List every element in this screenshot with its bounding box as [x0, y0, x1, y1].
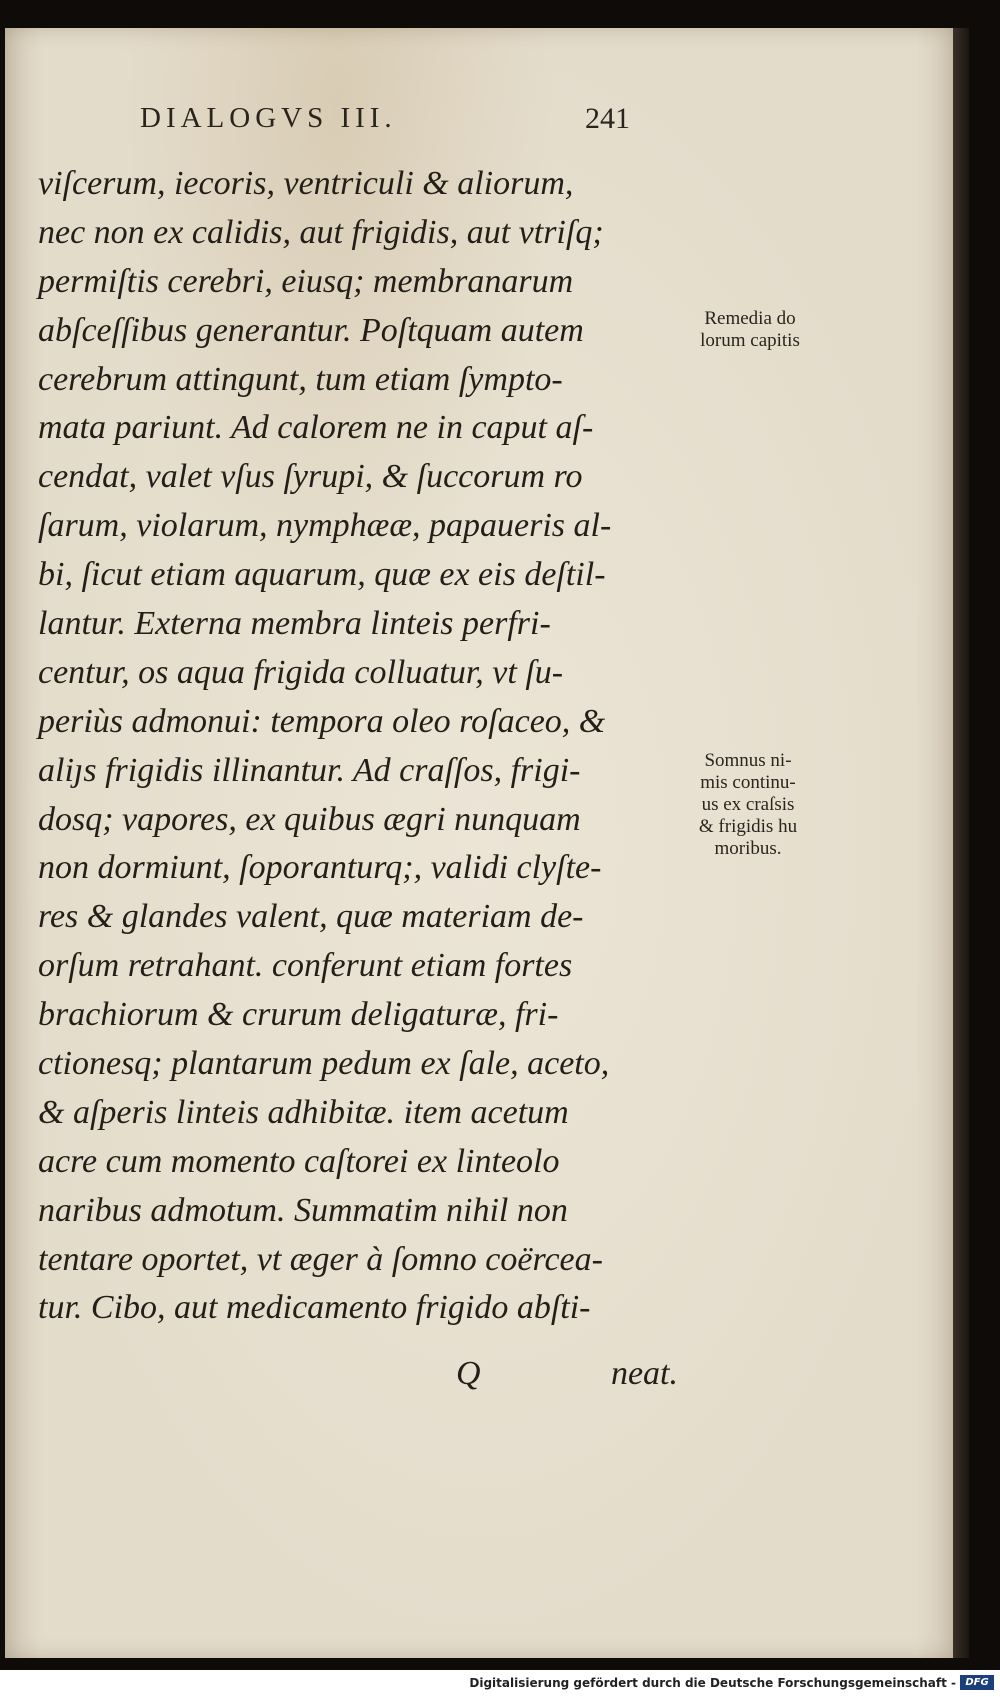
text-line: nec non ex calidis, aut frigidis, aut vtriſq; [38, 213, 604, 251]
text-line: & aſperis linteis adhibitæ. item acetum [38, 1093, 569, 1131]
catchword: neat. [610, 1355, 678, 1392]
text-line: tentare oportet, vt æger à ſomno coërcea- [38, 1240, 603, 1278]
digitization-footer [0, 1670, 1000, 1697]
text-line: cendat, valet vſus ſyrupi, & ſuccorum ro [38, 458, 583, 496]
text-line: mata pariunt. Ad calorem ne in caput aſ- [38, 409, 594, 447]
text-line: bi, ſicut etiam aquarum, quæ ex eis deſtil- [38, 556, 606, 594]
margin-note-line: Somnus ni- [704, 750, 792, 771]
running-head: DIALOGVS III. [140, 102, 397, 134]
text-line: periùs admonui: tempora oleo roſaceo, & [38, 702, 606, 740]
body-text [38, 160, 678, 1333]
margin-note-line: lorum capitis [700, 330, 800, 351]
text-line: dosq; vapores, ex quibus ægri nunquam [38, 800, 581, 838]
margin-note-line: mis continu- [700, 772, 796, 793]
text-line: ſarum, violarum, nymphææ, papaueris al- [38, 507, 612, 545]
text-line: abſceſſibus generantur. Poſtquam autem [38, 311, 584, 349]
margin-note-remedies [675, 308, 825, 352]
text-line: lantur. Externa membra linteis perfri- [38, 605, 551, 643]
text-line: naribus admotum. Summatim nihil non [38, 1191, 568, 1229]
margin-note-somnus [673, 750, 823, 860]
text-line: centur, os aqua frigida colluatur, vt ſu- [38, 653, 564, 691]
margin-note-line: & frigidis hu [698, 816, 798, 837]
text-line: permiſtis cerebri, eiusq; membranarum [38, 262, 574, 300]
page-edge [953, 28, 969, 1658]
text-line: orſum retrahant. conferunt etiam fortes [38, 947, 573, 985]
dfg-logo: DFG [960, 1675, 994, 1690]
funding-credit: Digitalisierung gefördert durch die Deutsche Forschungsgemeinschaft - [469, 1676, 956, 1690]
signature-mark: Q [456, 1355, 481, 1392]
page-number: 241 [585, 102, 630, 135]
text-line: aliȷs frigidis illinantur. Ad craſſos, frigi- [38, 751, 581, 789]
text-line: non dormiunt, ſoporanturq;, validi clyſte- [38, 849, 602, 887]
margin-note-line: us ex craſsis [701, 794, 795, 815]
text-line: cerebrum attingunt, tum etiam ſympto- [38, 360, 563, 398]
text-line: acre cum momento caſtorei ex linteolo [38, 1142, 560, 1180]
page-foot [38, 1355, 678, 1405]
text-line: ctionesq; plantarum pedum ex ſale, aceto, [38, 1045, 610, 1083]
text-line: tur. Cibo, aut medicamento frigido abſti- [38, 1289, 591, 1327]
margin-note-line: Remedia do [704, 308, 796, 329]
text-line: brachiorum & crurum deligaturæ, fri- [38, 996, 559, 1034]
margin-note-line: moribus. [714, 838, 782, 859]
text-line: res & glandes valent, quæ materiam de- [38, 898, 584, 936]
text-line: viſcerum, iecoris, ventriculi & aliorum, [38, 165, 574, 202]
